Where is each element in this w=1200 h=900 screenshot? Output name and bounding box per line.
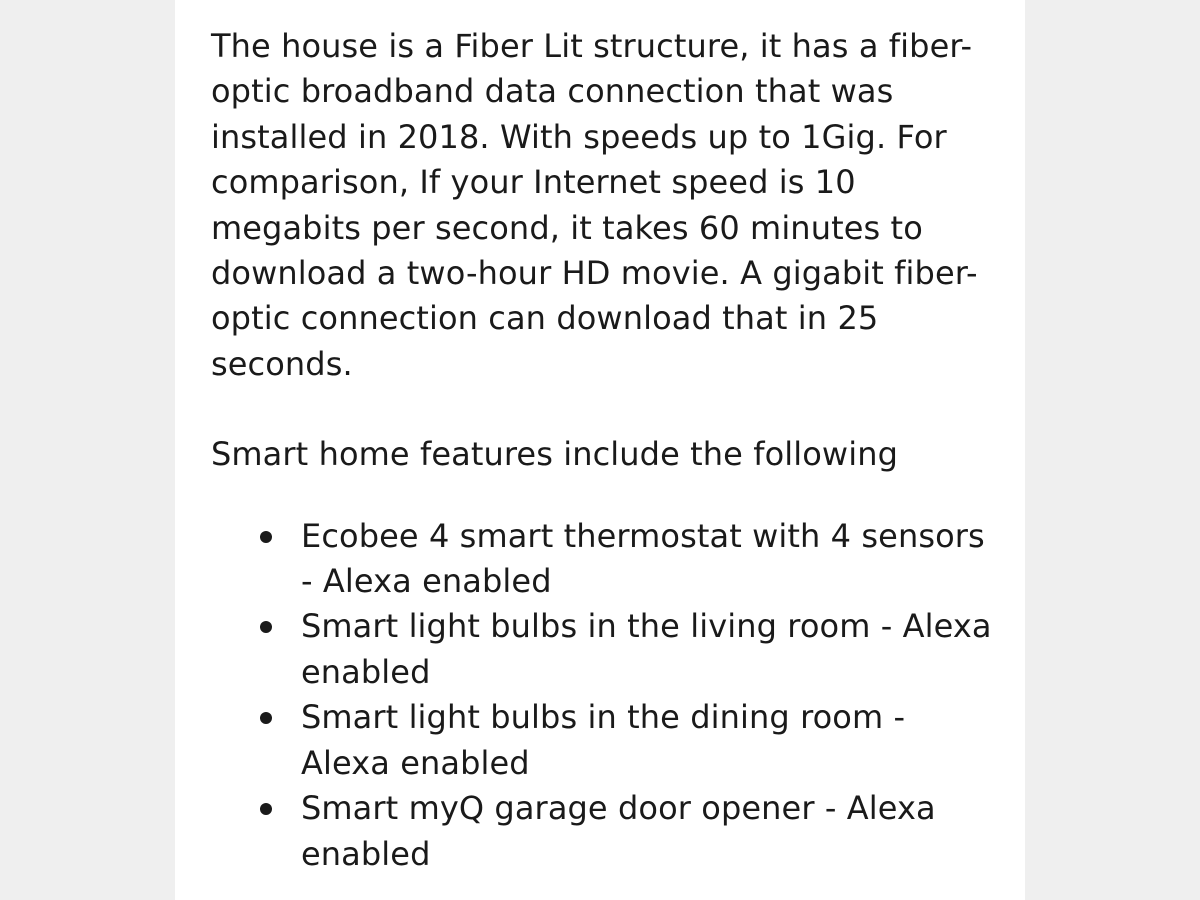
list-item (301, 604, 1001, 695)
bullet-icon (260, 531, 272, 543)
bullet-icon (260, 621, 272, 633)
intro-paragraph: The house is a Fiber Lit structure, it has a fiber-optic broadband data connection that was installed in 2018. With speeds up to 1Gig. For comparison, If your Internet speed is 10 megabits per second, it takes 60 minutes to download a two-hour HD movie. A gigabit fiber-optic connection can download that in 25 seconds. (211, 27, 978, 383)
features-heading: Smart home features include the following (211, 435, 898, 474)
feature-text: Smart light bulbs in the living room - Alexa enabled (301, 607, 992, 691)
list-item (301, 514, 1001, 605)
document-page (175, 0, 1025, 900)
bullet-icon (260, 712, 272, 724)
feature-text: Ecobee 4 smart thermostat with 4 sensors - Alexa enabled (301, 516, 985, 601)
bullet-icon (260, 803, 272, 815)
feature-text: Smart light bulbs in the dining room - Alexa enabled (301, 698, 906, 782)
document-content (211, 24, 1001, 877)
list-item (301, 786, 1001, 877)
feature-text: Smart myQ garage door opener - Alexa enabled (301, 789, 936, 873)
list-item (301, 695, 1001, 786)
feature-list (211, 514, 1001, 877)
